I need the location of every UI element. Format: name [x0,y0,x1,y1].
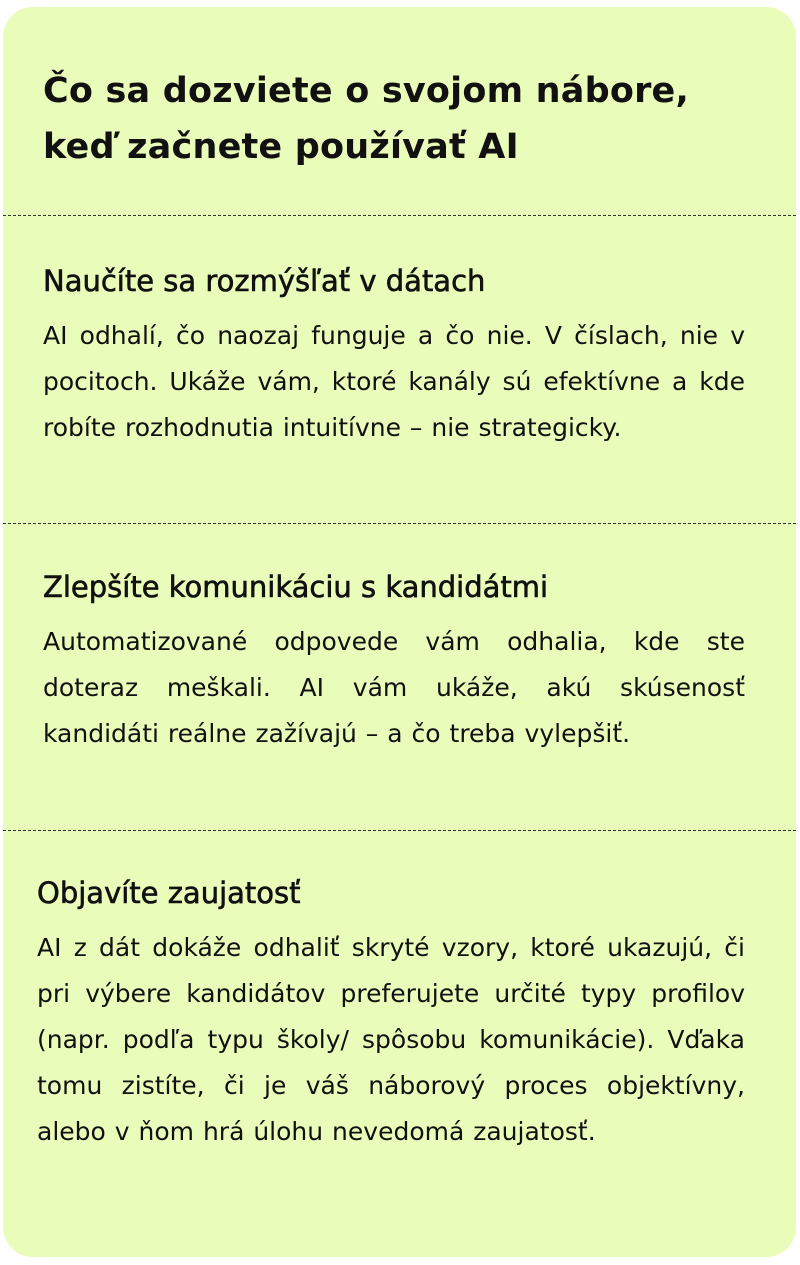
section-body: Automatizované odpovede vám odhalia, kde ste doteraz meškali. AI vám ukáže, akú skúsenosť kandidáti reálne zažívajú – a čo treba vylepšiť. [43,627,745,748]
section-body: AI z dát dokáže odhaliť skryté vzory, ktoré ukazujú, či pri výbere kandidátov preferujete určité typy profilov (napr. podľa typu školy/ spôsobu komunikácie). Vďaka tomu zistíte, či je váš náborový proces objektívny, alebo v ňom hrá úlohu nevedomá zaujatosť. [37,933,745,1146]
card-title: Čo sa dozviete o svojom nábore, keď začnete používať AI [43,71,689,167]
section-heading: Objavíte zaujatosť [37,876,301,910]
section-heading: Zlepšíte komunikáciu s kandidátmi [43,570,549,604]
divider [3,523,796,524]
section-bias [37,871,745,1155]
divider [3,830,796,831]
section-body: AI odhalí, čo naozaj funguje a čo nie. V číslach, nie v pocitoch. Ukáže vám, ktoré kanály sú efektívne a kde robíte rozhodnutia intuitívne – nie strategicky. [43,321,745,442]
section-heading: Naučíte sa rozmýšľať v dátach [43,264,486,298]
section-candidate-communication [43,565,745,757]
section-data-thinking [43,259,745,451]
divider [3,215,796,216]
info-card [3,7,796,1257]
